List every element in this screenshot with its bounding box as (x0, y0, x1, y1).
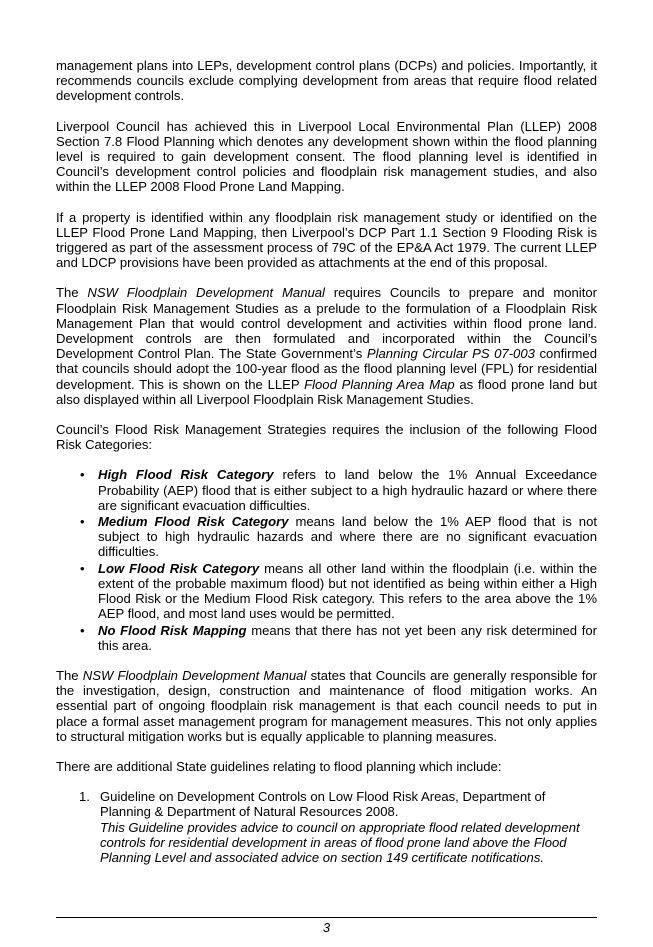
paragraph-property-identified: If a property is identified within any floodplain risk management study or identified on the LLEP Flood Prone Land Mapping, then Liverpool’s DCP Part 1.1 Section 9 Flooding Risk is triggered as part of the assessment process of 79C of the EP&A Act 1979. The current LLEP and LDCP provisions have been provided as attachments at the end of this proposal. (56, 209, 597, 271)
flood-risk-category-list (56, 467, 597, 652)
footer-divider (56, 917, 597, 918)
guideline-description: This Guideline provides advice to council on appropriate flood related development controls for residential development in areas of flood prone land above the Flood Planning Level and associated advice on section 149 certificate notifications. (100, 819, 580, 865)
list-item: • Low Flood Risk Category means all other land within the floodplain (i.e. within the extent of the probable maximum flood) but not identified as being within either a High Flood Risk or the Medium Flood Risk category. This refers to the area above the 1% AEP flood, and most land uses would be permitted. (98, 561, 597, 622)
list-item: • No Flood Risk Mapping means that there has not yet been any risk determined for this area. (98, 623, 597, 653)
guideline-list (56, 789, 597, 865)
paragraph-state-guidelines: There are additional State guidelines relating to flood planning which include: (56, 758, 502, 774)
guideline-title: Guideline on Development Controls on Low Flood Risk Areas, Department of Planning & Department of Natural Resources 2008. (100, 789, 546, 820)
list-item (79, 789, 597, 865)
document-body (56, 58, 597, 865)
list-item: • Medium Flood Risk Category means land below the 1% AEP flood that is not subject to high hydraulic hazards and where there are no significant evacuation difficulties. (98, 514, 597, 560)
paragraph-council-responsibility: The NSW Floodplain Development Manual states that Councils are generally responsible for the investigation, design, construction and maintenance of flood mitigation works. An essential part of ongoing floodplain risk management is that each council needs to put in place a formal asset management program for management measures. This not only applies to structural mitigation works but is equally applicable to planning measures. (56, 667, 597, 744)
paragraph-liverpool-council: Liverpool Council has achieved this in Liverpool Local Environmental Plan (LLEP) 2008 Section 7.8 Flood Planning which denotes any development shown within the flood planning level is required to gain development consent. The flood planning level is identified in Council’s development control policies and floodplain risk management studies, and also within the LLEP 2008 Flood Prone Land Mapping. (56, 118, 597, 195)
page-number: 3 (322, 920, 331, 935)
paragraph-floodplain-manual: The NSW Floodplain Development Manual requires Councils to prepare and monitor Floodplain Risk Management Studies as a prelude to the formulation of a Floodplain Risk Management Plan that would control development and activities within flood prone land. Development controls are then formulated and incorporated within the Council’s Development Control Plan. The State Government’s Planning Circular PS 07-003 confirmed that councils should adopt the 100-year flood as the flood planning level (FPL) for residential development. This is shown on the LLEP Flood Planning Area Map as flood prone land but also displayed within all Liverpool Floodplain Risk Management Studies. (56, 285, 598, 407)
list-number: 1. (79, 789, 90, 805)
list-item: • High Flood Risk Category refers to land below the 1% Annual Exceedance Probability (AEP) flood that is either subject to a high hydraulic hazard or where there are significant evacuation difficulties. (98, 467, 597, 513)
paragraph-lep-plans: management plans into LEPs, development control plans (DCPs) and policies. Importantly, it recommends councils exclude complying development from areas that require flood related development controls. (56, 58, 597, 104)
paragraph-risk-strategies: Council’s Flood Risk Management Strategies requires the inclusion of the following Flood Risk Categories: (56, 422, 597, 453)
